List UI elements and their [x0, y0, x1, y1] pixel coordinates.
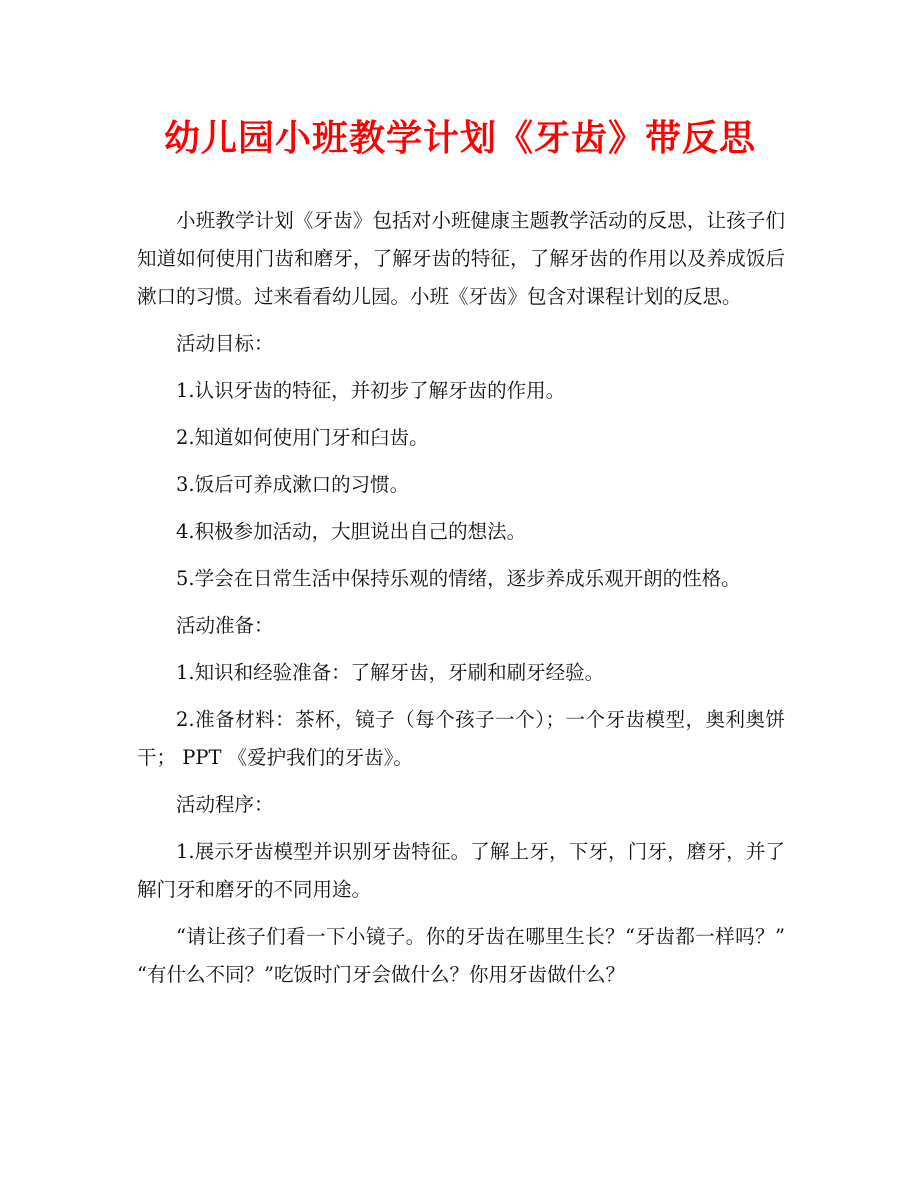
goal-item-5: 5.学会在日常生活中保持乐观的情绪，逐步养成乐观开朗的性格。	[176, 567, 741, 590]
section-heading-preparation: 活动准备：	[176, 614, 274, 637]
goal-item-1: 1.认识牙齿的特征，并初步了解牙齿的作用。	[176, 379, 566, 402]
goal-item-4: 4.积极参加活动，大胆说出自己的想法。	[176, 520, 527, 543]
preparation-item-2: 2.准备材料：茶杯，镜子（每个孩子一个）；一个牙齿模型，奥利奥饼干； PPT 《爱护我们的牙齿》。	[137, 708, 785, 769]
goal-item-3: 3.饭后可养成漱口的习惯。	[176, 473, 410, 496]
procedure-item-1: 1.展示牙齿模型并识别牙齿特征。了解上牙，下牙，门牙，磨牙，并了解门牙和磨牙的不同用途。	[137, 840, 785, 901]
document-body	[137, 202, 785, 1003]
procedure-quote-paragraph: “请让孩子们看一下小镜子。你的牙齿在哪里生长？“牙齿都一样吗？” “有什么不同？”吃饭时门牙会做什么？你用牙齿做什么？	[137, 925, 785, 986]
section-heading-procedure: 活动程序：	[176, 793, 274, 816]
section-heading-goals: 活动目标：	[176, 332, 274, 355]
goal-item-2: 2.知道如何使用门牙和臼齿。	[176, 426, 429, 449]
intro-paragraph: 小班教学计划《牙齿》包括对小班健康主题教学活动的反思，让孩子们知道如何使用门齿和磨牙，了解牙齿的特征，了解牙齿的作用以及养成饭后漱口的习惯。过来看看幼儿园。小班《牙齿》包含对课程计划的反思。	[137, 209, 785, 308]
preparation-item-1: 1.知识和经验准备：了解牙齿，牙刷和刷牙经验。	[176, 661, 605, 684]
document-title: 幼儿园小班教学计划《牙齿》带反思	[163, 117, 756, 159]
